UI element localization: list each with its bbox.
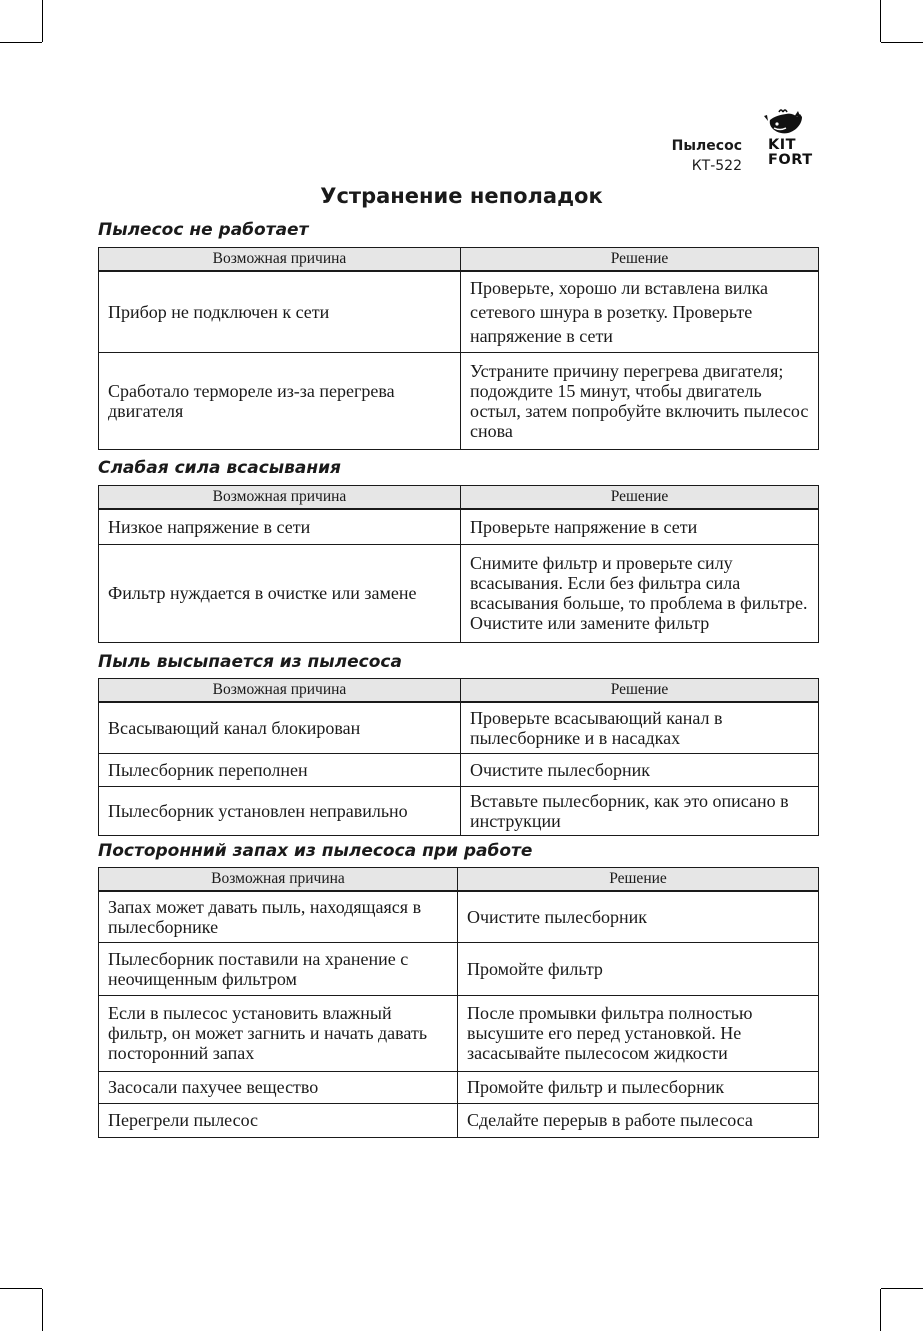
cause-cell: Прибор не подключен к сети [99,271,461,353]
cause-cell: Пылесборник переполнен [99,753,461,786]
crop-mark [881,1288,923,1289]
table-header-row [99,679,819,703]
crop-mark [880,1289,881,1331]
cause-cell: Пылесборник поставили на хранение с неочищенным фильтром [99,942,458,995]
column-header-solution: Решение [458,868,819,892]
table-header-row [99,486,819,510]
header [640,108,820,178]
cause-cell: Пылесборник установлен неправильно [99,786,461,835]
table-row [99,786,819,835]
column-header-solution: Решение [461,248,819,272]
page-title: Устранение неполадок [320,184,603,208]
solution-cell: Промойте фильтр и пылесборник [458,1071,819,1103]
logo-text: KIT FORT [768,137,813,168]
column-header-cause: Возможная причина [99,486,461,510]
solution-cell: Промойте фильтр [458,942,819,995]
troubleshooting-table [98,247,819,450]
troubleshooting-table [98,678,819,836]
cause-cell: Сработало термореле из-за перегрева двигателя [99,353,461,450]
table-header-row [99,868,819,892]
troubleshooting-table [98,867,819,1138]
section-title: Пылесос не работает [98,220,309,240]
solution-cell: Проверьте всасывающий канал в пылесборнике и в насадках [461,702,819,753]
brand-logo [764,108,820,176]
solution-cell: Устраните причину перегрева двигателя; подождите 15 минут, чтобы двигатель остыл, затем попробуйте включить пылесос снова [461,353,819,450]
product-model: КТ-522 [691,158,742,174]
crop-mark [0,1288,42,1289]
table-row [99,271,819,353]
section-title: Посторонний запах из пылесоса при работе [98,841,533,861]
product-name: Пылесос [671,138,742,154]
crop-mark [0,42,42,43]
table-row [99,891,819,942]
solution-cell: Проверьте напряжение в сети [461,509,819,544]
column-header-cause: Возможная причина [99,679,461,703]
solution-cell: Проверьте, хорошо ли вставлена вилка сетевого шнура в розетку. Проверьте напряжение в сети [461,271,819,353]
column-header-solution: Решение [461,679,819,703]
table-header-row [99,248,819,272]
table-row [99,353,819,450]
solution-cell: Очистите пылесборник [461,753,819,786]
table-row [99,1071,819,1103]
solution-cell: Сделайте перерыв в работе пылесоса [458,1103,819,1137]
crop-mark [881,42,923,43]
cause-cell: Всасывающий канал блокирован [99,702,461,753]
cause-cell: Если в пылесос установить влажный фильтр, он может загнить и начать давать посторонний запах [99,995,458,1071]
table-row [99,702,819,753]
cause-cell: Засосали пахучее вещество [99,1071,458,1103]
cause-cell: Запах может давать пыль, находящаяся в пылесборнике [99,891,458,942]
crop-mark [42,1289,43,1331]
table-row [99,995,819,1071]
crop-mark [42,0,43,42]
cause-cell: Фильтр нуждается в очистке или замене [99,544,461,642]
whale-logo-icon [764,108,806,138]
table-row [99,509,819,544]
solution-cell: После промывки фильтра полностью высушите его перед установкой. Не засасывайте пылесосом жидкости [458,995,819,1071]
table-row [99,1103,819,1137]
cause-cell: Низкое напряжение в сети [99,509,461,544]
cause-cell: Перегрели пылесос [99,1103,458,1137]
table-row [99,753,819,786]
column-header-solution: Решение [461,486,819,510]
table-row [99,544,819,642]
column-header-cause: Возможная причина [99,248,461,272]
table-row [99,942,819,995]
solution-cell: Снимите фильтр и проверьте силу всасывания. Если без фильтра сила всасывания больше, то проблема в фильтре. Очистите или замените фильтр [461,544,819,642]
solution-cell: Очистите пылесборник [458,891,819,942]
solution-cell: Вставьте пылесборник, как это описано в инструкции [461,786,819,835]
troubleshooting-table [98,485,819,643]
crop-mark [880,0,881,42]
section-title: Слабая сила всасывания [98,458,341,478]
column-header-cause: Возможная причина [99,868,458,892]
section-title: Пыль высыпается из пылесоса [98,652,402,672]
